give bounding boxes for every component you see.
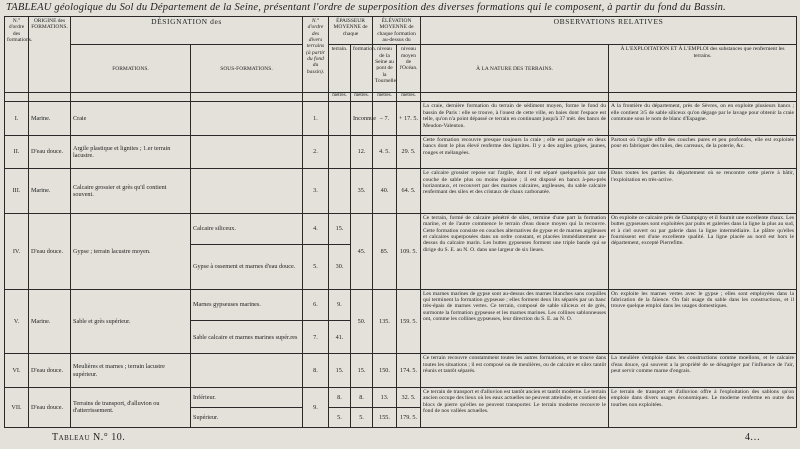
row-number: I. <box>5 102 29 135</box>
row-el-ocean: + 17. 5. <box>397 102 421 135</box>
row-el-ocean: 32. 5. <box>397 387 421 407</box>
row-ep-terrain: 8. <box>329 387 351 407</box>
row-ep-terrain: 15. <box>329 213 351 244</box>
row-el-seine: 13. <box>373 387 397 407</box>
header-designation: DÉSIGNATION des <box>71 17 303 45</box>
row-el-seine: 135. <box>373 289 397 354</box>
row-sous-formation: Gypse à ossement et marnes d'eau douce. <box>191 245 303 290</box>
table-row <box>5 135 797 168</box>
row-el-ocean: 179. 5. <box>397 407 421 427</box>
row-origine: D'eau douce. <box>29 387 71 427</box>
row-obs-exploitation: Dans toutes les parties du département où se rencontre cette pierre à bâtir, l'exploitation en très-active. <box>609 169 797 214</box>
row-ep-formation: 12. <box>351 135 373 168</box>
row-number: VII. <box>5 387 29 427</box>
row-obs-exploitation: On exploite les marnes vertes avec le gypse ; elles sont employées dans la fabrication de la faïence. On fait usage du sable dans les constructions, et il trouve quelque emploi dans les usages domestiques. <box>609 289 797 354</box>
row-terrain-number: 1. <box>303 102 329 135</box>
row-sous-formation <box>191 169 303 214</box>
row-sous-formation: Inférieur. <box>191 387 303 407</box>
table-row <box>5 102 797 135</box>
row-obs-exploitation: Partout où l'argile offre des couches pures et peu profondes, elle est exploitée pour en fabriquer des tuiles, des carreaux, de la poterie, &c. <box>609 135 797 168</box>
row-el-seine: 40. <box>373 169 397 214</box>
row-formation: Terrains de transport, d'alluvion ou d'atterrissement. <box>71 387 191 427</box>
document-title: TABLEAU géologique du Sol du Département de la Seine, présentant l'ordre de superposition des diverses formations qui le composent, à partir du fond du Bassin. <box>6 2 726 13</box>
row-obs-nature: La craie, dernière formation du terrain de sédiment moyen, forme le fond du bassin de Paris : elle se trouve, à l'ouest de cette ville, en baies dont l'espace est telle, qu'on n'a point dépassé ce terrain en continuant jusqu'à 37 mèt. des bancs de Meudon-Valenton. <box>421 102 609 135</box>
row-terrain-number: 2. <box>303 135 329 168</box>
row-sous-formation <box>191 102 303 135</box>
table-row <box>5 213 797 244</box>
row-origine: D'eau douce. <box>29 213 71 289</box>
row-number: II. <box>5 135 29 168</box>
row-number: III. <box>5 169 29 214</box>
row-el-ocean: 174. 5. <box>397 354 421 387</box>
unit-label: mètres. <box>373 93 397 102</box>
row-obs-nature: Cette formation recouvre presque toujours la craie ; elle est partagée en deux bancs dont le plus élevé renferme des lignites. Il y a des argiles grises, jaunes, rouges et mélangées. <box>421 135 609 168</box>
row-ep-formation: 35. <box>351 169 373 214</box>
row-ep-formation: 50. <box>351 289 373 354</box>
row-terrain-number: 8. <box>303 354 329 387</box>
header-observations: OBSERVATIONS RELATIVES <box>421 17 797 45</box>
row-sous-formation: Sable calcaire et marnes marines supér.res <box>191 320 303 353</box>
row-el-seine: 155. <box>373 407 397 427</box>
header-num-terrains: N.° d'ordre des divers terrains (à partir du fond du bassin). <box>303 17 329 93</box>
header-origine: ORIGINE des FORMATIONS. <box>29 17 71 93</box>
row-ep-terrain: 30. <box>329 245 351 290</box>
row-obs-nature: Ce terrain, formé de calcaire pénétré de silex, termine d'une part la formation marine, et de l'autre commence le terrain d'eau douce moyen qui la recouvre. Cette formation consiste en couches alternatives de gypse et de marnes argileuses et calcaires superposées dans un ordre constant, et placées immédiatement au-dessus du calcaire marin. Les buttes gypseuses forment une triple bande qui se dirige du S. E. au N. O. dans une largeur de six lieues. <box>421 213 609 289</box>
row-number: IV. <box>5 213 29 289</box>
header-niveau-ocean: niveau moyen de l'Océan. <box>397 45 421 93</box>
header-num-order: N.° d'ordre des formations. <box>5 17 29 93</box>
table-row <box>5 354 797 387</box>
table-footer-label: Tableau N.° 10. <box>52 432 126 443</box>
row-sous-formation: Calcaire siliceux. <box>191 213 303 244</box>
row-ep-terrain: 15. <box>329 354 351 387</box>
row-el-ocean: 109. 5. <box>397 213 421 289</box>
row-el-ocean: 29. 5. <box>397 135 421 168</box>
row-el-ocean: 64. 5. <box>397 169 421 214</box>
row-terrain-number: 7. <box>303 320 329 353</box>
row-obs-exploitation: La meulière s'emploie dans les constructions comme moellons, et le calcaire d'eau douce, qui souvent a la propriété de se désagréger par l'influence de l'air, peut servir comme marne d'engrais. <box>609 354 797 387</box>
row-el-seine: 4. 5. <box>373 135 397 168</box>
row-ep-formation: 15. <box>351 354 373 387</box>
table-body <box>5 102 797 428</box>
row-sous-formation: Supérieur. <box>191 407 303 427</box>
row-terrain-number: 9. <box>303 387 329 427</box>
row-ep-terrain <box>329 169 351 214</box>
row-ep-formation: Inconnue <box>351 102 373 135</box>
row-ep-formation: 8. <box>351 387 373 407</box>
unit-label: mètres. <box>329 93 351 102</box>
row-terrain-number: 6. <box>303 289 329 320</box>
row-ep-terrain: 9. <box>329 289 351 320</box>
row-sous-formation <box>191 135 303 168</box>
row-ep-formation: 5. <box>351 407 373 427</box>
table-header <box>5 17 797 102</box>
row-obs-exploitation: On exploite ce calcaire près de Champigny et il fournit une excellente chaux. Les buttes gypseuses sont exploitées par puits et galeries dans la ligne la plus au sud, et à ciel ouvert ou par galerie dans la ligne intermédiaire. Le plâtre qu'elles fournissent est d'une excellente qualité. La ligne placée au nord est hors le département, excepté Pierrefitte. <box>609 213 797 289</box>
table-row <box>5 289 797 320</box>
row-el-seine: 150. <box>373 354 397 387</box>
row-number: V. <box>5 289 29 354</box>
header-exploitation: À L'EXPLOITATION ET À L'EMPLOI des substances que renferment les terrains. <box>609 45 797 93</box>
row-formation: Gypse ; terrain lacustre moyen. <box>71 213 191 289</box>
header-formation: formation. <box>351 45 373 93</box>
row-formation: Craie <box>71 102 191 135</box>
row-obs-nature: Les marnes marines de gypse sont au-dessus des marnes blanches sans coquilles qui terminent la formation gypseuse ; elles forment deux lits séparés par un banc très-épais de marnes vertes. Ce terrain, composé de sable siliceux et de grès, surmonte la formation gypseuse et les marnes marines. Les collines sablonneuses ont, comme les collines gypseuses, leur direction du S. E. au N. O. <box>421 289 609 354</box>
row-obs-nature: Le calcaire grossier repose sur l'argile, dont il est séparé quelquefois par une couche de sable plus ou moins épaisse ; il est disposé en bancs à-peu-près horizontaux, et recouvert par des marnes calcaires, argileuses, du sable calcaire renfermant des silex et des cristaux de chaux carbonatée. <box>421 169 609 214</box>
row-obs-exploitation: Le terrain de transport et d'alluvion offre à l'exploitation des sablons qu'on emploie dans divers usages économiques. Le moderne renferme en outre des tourbes non exploitées. <box>609 387 797 427</box>
row-origine: Marine. <box>29 289 71 354</box>
row-obs-nature: Ce terrain de transport et d'alluvion est tantôt ancien et tantôt moderne. Le terrain ancien occupe des lieux où les eaux actuelles ne peuvent atteindre, et contient des blocs de pierre qu'elles ne peuvent transporter. Le terrain moderne recouvre le fond de nos vallées actuelles. <box>421 387 609 427</box>
row-ep-terrain: 5. <box>329 407 351 427</box>
page-number: 4… <box>745 432 760 443</box>
row-terrain-number: 4. <box>303 213 329 244</box>
table-row <box>5 387 797 407</box>
header-nature: À LA NATURE DES TERRAINS. <box>421 45 609 93</box>
row-origine: Marine. <box>29 102 71 135</box>
row-el-seine: 85. <box>373 213 397 289</box>
row-ep-terrain: 41. <box>329 320 351 353</box>
geology-table <box>4 16 797 428</box>
header-sous-formations: SOUS-FORMATIONS. <box>191 45 303 93</box>
row-ep-terrain <box>329 102 351 135</box>
table-row <box>5 169 797 214</box>
row-number: VI. <box>5 354 29 387</box>
row-origine: Marine. <box>29 169 71 214</box>
unit-label: mètres. <box>351 93 373 102</box>
row-el-ocean: 159. 5. <box>397 289 421 354</box>
row-formation: Argile plastique et lignites ; 1.er terrain lacustre. <box>71 135 191 168</box>
header-terrain: terrain. <box>329 45 351 93</box>
row-formation: Calcaire grossier et grès qu'il contient souvent. <box>71 169 191 214</box>
row-formation: Sable et grès supérieur. <box>71 289 191 354</box>
row-ep-formation: 45. <box>351 213 373 289</box>
row-origine: D'eau douce. <box>29 135 71 168</box>
row-origine: D'eau douce. <box>29 354 71 387</box>
header-epaisseur: ÉPAISSEUR MOYENNE de chaque <box>329 17 373 45</box>
row-el-seine: – 7. <box>373 102 397 135</box>
header-elevation: ÉLÉVATION MOYENNE de chaque formation au-dessus du <box>373 17 421 45</box>
row-formation: Meulières et marnes ; terrain lacustre supérieur. <box>71 354 191 387</box>
header-formations: FORMATIONS. <box>71 45 191 93</box>
row-terrain-number: 3. <box>303 169 329 214</box>
row-terrain-number: 5. <box>303 245 329 290</box>
row-sous-formation <box>191 354 303 387</box>
row-obs-nature: Ce terrain recouvre constamment toutes les autres formations, et se trouve dans toutes les situations ; il est composé ou de meulières, ou de calcaire et silex tantôt réunis et tantôt séparés. <box>421 354 609 387</box>
row-sous-formation: Marnes gypseuses marines. <box>191 289 303 320</box>
row-ep-terrain <box>329 135 351 168</box>
unit-label: mètres. <box>397 93 421 102</box>
header-niveau-seine: niveau de la Seine au pont de la Tournelle. <box>373 45 397 93</box>
row-obs-exploitation: A la frontière du département, près de Sèvres, on en exploite plusieurs bancs ; elle contient 3/5 de sable siliceux qu'on dégage par le lavage pour obtenir la craie commune sous le nom de blanc d'Espagne. <box>609 102 797 135</box>
